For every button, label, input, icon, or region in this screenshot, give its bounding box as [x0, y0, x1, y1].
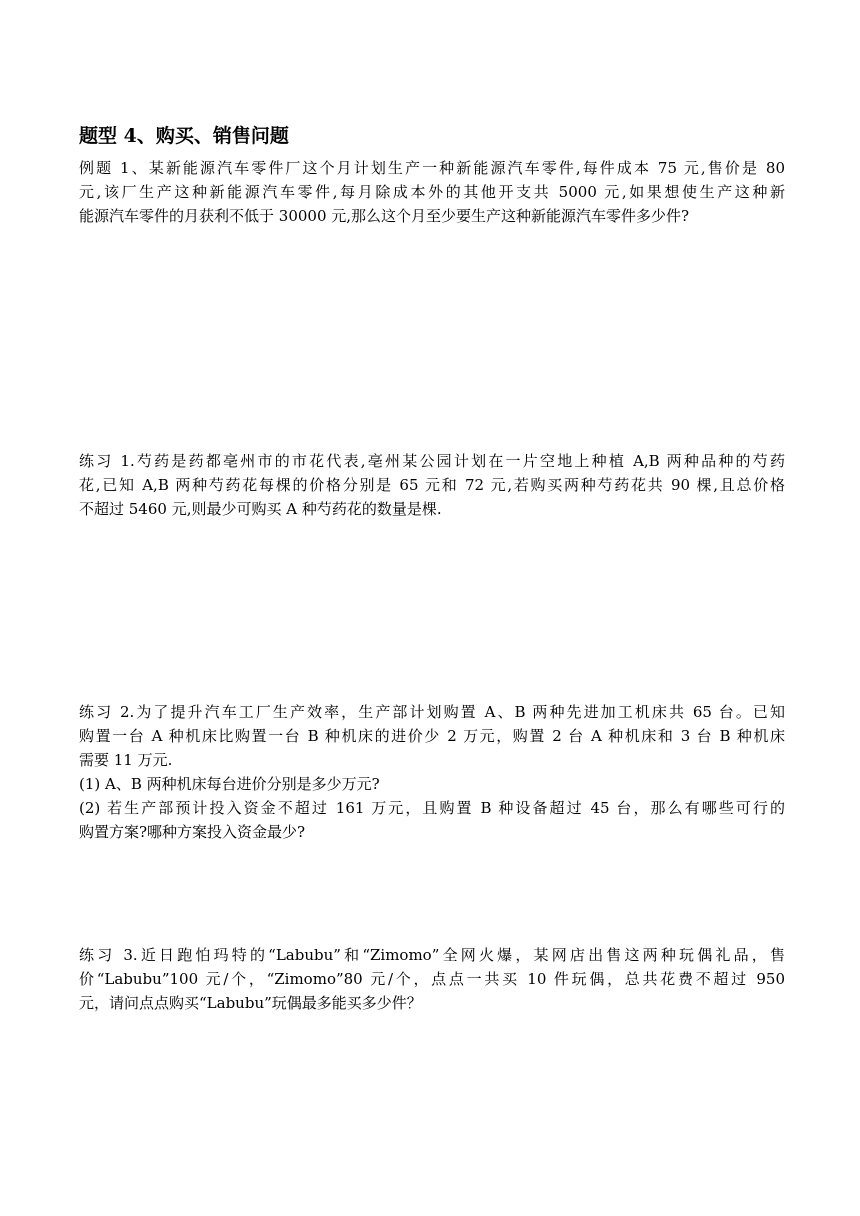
practice-1-line: 练习 1.芍药是药都亳州市的市花代表,亳州某公园计划在一片空地上种植 A,B 两种品种的芍药 — [79, 452, 785, 470]
practice-3-line: 元，请问点点购买“Labubu”玩偶最多能买多少件？ — [79, 994, 422, 1012]
practice-2-subquestion-1: (1) A、B 两种机床每台进价分别是多少万元? — [79, 775, 380, 793]
example-1-line: 元,该厂生产这种新能源汽车零件,每月除成本外的其他开支共 5000 元,如果想使生产这种新 — [79, 183, 785, 201]
practice-2-line: 需要 11 万元. — [79, 751, 173, 769]
practice-3-line: 价“Labubu”100 元/个，“Zimomo”80 元/个，点点一共买 10 件玩偶，总共花费不超过 950 — [79, 970, 785, 988]
practice-3-problem — [79, 943, 785, 1015]
practice-2-subquestion-2-cont: 购置方案?哪种方案投入资金最少? — [79, 823, 306, 841]
example-1-problem — [79, 156, 785, 228]
practice-1-line: 花,已知 A,B 两种芍药花每棵的价格分别是 65 元和 72 元,若购买两种芍药花共 90 棵,且总价格 — [79, 476, 785, 494]
practice-1-problem — [79, 449, 785, 521]
practice-2-problem — [79, 700, 785, 844]
practice-1-line: 不超过 5460 元,则最少可购买 A 种芍药花的数量是棵. — [79, 500, 442, 518]
example-1-line: 例题 1、某新能源汽车零件厂这个月计划生产一种新能源汽车零件,每件成本 75 元,售价是 80 — [79, 159, 785, 177]
practice-2-line: 购置一台 A 种机床比购置一台 B 种机床的进价少 2 万元，购置 2 台 A 种机床和 3 台 B 种机床 — [79, 727, 785, 745]
section-title: 题型 4、购买、销售问题 — [79, 125, 289, 147]
example-1-line: 能源汽车零件的月获利不低于 30000 元,那么这个月至少要生产这种新能源汽车零件多少件? — [79, 207, 690, 225]
practice-2-line: 练习 2.为了提升汽车工厂生产效率，生产部计划购置 A、B 两种先进加工机床共 65 台。已知 — [79, 703, 785, 721]
practice-2-subquestion-2: (2) 若生产部预计投入资金不超过 161 万元，且购置 B 种设备超过 45 台，那么有哪些可行的 — [79, 799, 785, 817]
practice-3-line: 练习 3.近日跑怕玛特的“Labubu”和“Zimomo”全网火爆，某网店出售这两种玩偶礼品，售 — [79, 946, 785, 964]
